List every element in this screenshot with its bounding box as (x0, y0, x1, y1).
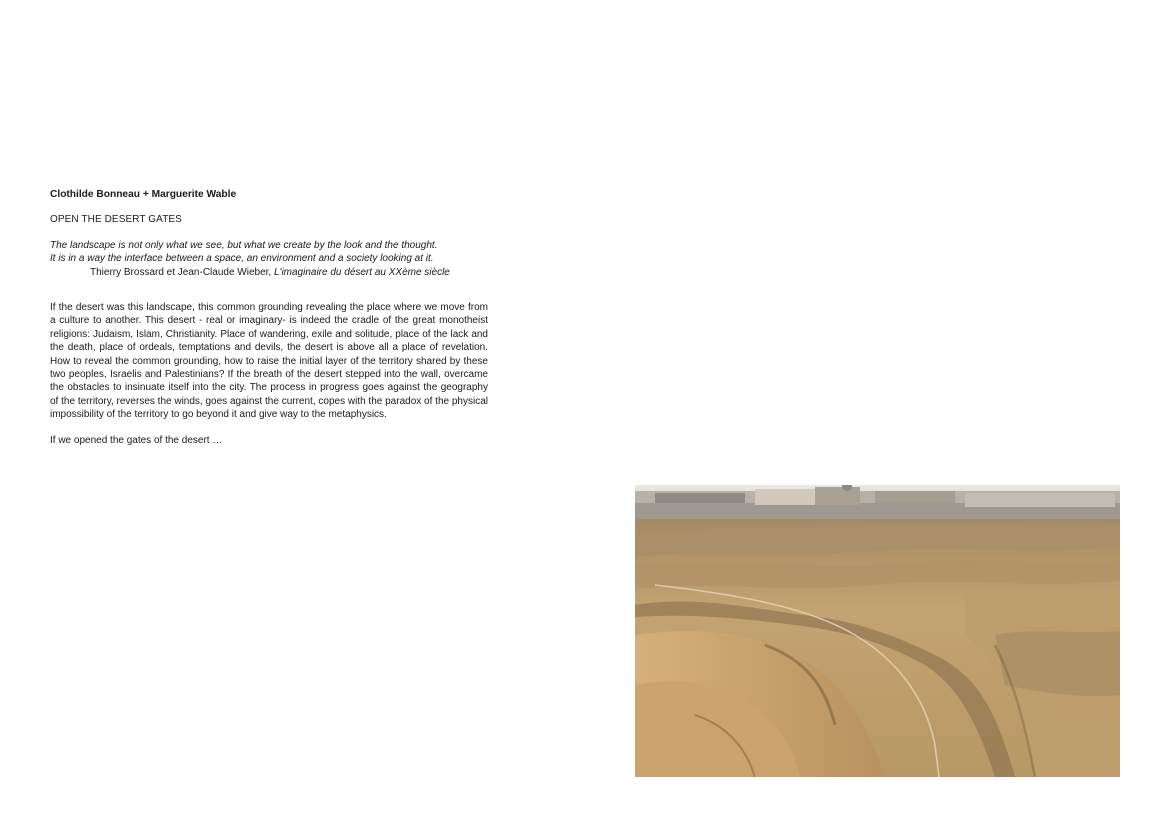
epigraph-line-2: It is in a way the interface between a space, an environment and a society looking at it. (50, 253, 434, 265)
epigraph-attribution (50, 266, 488, 279)
attribution-book-title: L'imaginaire du désert au XXème siècle (273, 266, 450, 278)
article-text-column (50, 188, 488, 447)
epigraph-quote (50, 239, 488, 266)
epigraph-line-1: The landscape is not only what we see, but what we create by the look and the thought. (50, 239, 438, 251)
desert-landscape-photo (635, 485, 1120, 777)
authors-line: Clothilde Bonneau + Marguerite Wable (50, 189, 237, 200)
article-heading: OPEN THE DESERT GATES (50, 214, 182, 226)
attribution-names: Thierry Brossard et Jean-Claude Wieber, (90, 266, 272, 278)
article-body-paragraph: If the desert was this landscape, this common grounding revealing the place where we move from a culture to another. This desert - real or imaginary- is indeed the cradle of the great monotheist religions: Judaism, Islam, Christianity. Place of wandering, exile and solitude, place of the lack and the death, place of ordeals, temptations and devils, the desert is above all a place of revelation. How to reveal the common grounding, how to raise the initial layer of the territory shared by these two peoples, Israelis and Palestinians? If the breath of the desert stepped into the wall, overcame the obstacles to insinuate itself into the city. The process in progress goes against the geography of the territory, reverses the winds, goes against the current, copes with the paradox of the physical impossibility of the territory to go beyond it and give way to the metaphysics. (50, 302, 488, 421)
closing-line: If we opened the gates of the desert … (50, 434, 223, 446)
